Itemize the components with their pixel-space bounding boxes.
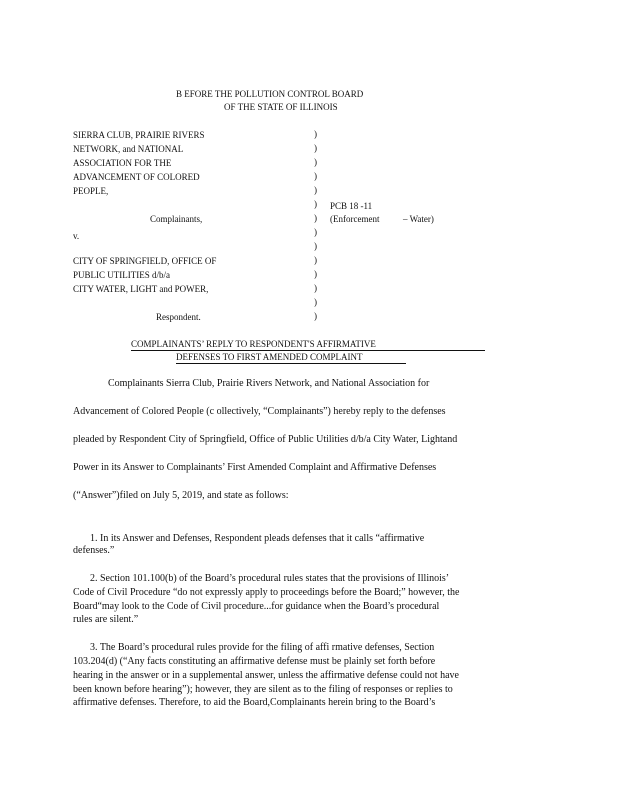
para2-line-3: Board“may look to the Code of Civil procedure...for guidance when the Board’s procedural [73,601,440,612]
case-number: PCB 18 -11 [330,201,373,211]
para3-line-2: 103.204(d) (“Any facts constituting an affirmative defense must be plainly set forth before [73,656,436,667]
document-title-line1: COMPLAINANTS’ REPLY TO RESPONDENT'S AFFIRMATIVE [131,339,376,349]
caption-paren: ) [314,283,317,293]
respondent-line-3: CITY WATER, LIGHT and POWER, [73,284,209,294]
caption-paren: ) [314,255,317,265]
para2-line-4: rules are silent.” [73,614,139,625]
para3-line-1: 3. The Board’s procedural rules provide for the filing of affi rmative defenses, Section [90,642,435,653]
document-title-line2: DEFENSES TO FIRST AMENDED COMPLAINT [176,352,363,362]
complainant-line-1: SIERRA CLUB, PRAIRIE RIVERS [73,130,205,140]
caption-paren: ) [314,129,317,139]
case-type-b: – Water) [403,214,434,224]
complainants-role: Complainants, [150,214,203,224]
para1-line-2: defenses.” [73,545,115,556]
caption-paren: ) [314,171,317,181]
complainant-line-2: NETWORK, and NATIONAL [73,144,184,154]
para2-line-1: 2. Section 101.100(b) of the Board’s procedural rules states that the provisions of Illinois’ [90,573,450,584]
title-underline-2 [176,363,406,364]
intro-line-1: Complainants Sierra Club, Prairie Rivers Network, and National Association for [108,378,430,389]
caption-paren: ) [314,241,317,251]
caption-paren: ) [314,199,317,209]
caption-paren: ) [314,213,317,223]
caption-paren: ) [314,157,317,167]
respondent-line-1: CITY OF SPRINGFIELD, OFFICE OF [73,256,217,266]
para3-line-4: been known before hearing”); however, they are silent as to the filing of responses or replies to [73,684,453,695]
intro-line-2: Advancement of Colored People (c ollectively, “Complainants”) hereby reply to the defenses [73,406,446,417]
respondent-line-2: PUBLIC UTILITIES d/b/a [73,270,170,280]
case-type-a: (Enforcement [330,214,380,224]
complainant-line-5: PEOPLE, [73,186,109,196]
intro-line-3: pleaded by Respondent City of Springfield, Office of Public Utilities d/b/a City Water, Lightand [73,434,458,445]
para3-line-5: affirmative defenses. Therefore, to aid the Board,Complainants herein bring to the Board’s [73,697,436,708]
court-heading-line2: OF THE STATE OF ILLINOIS [224,102,338,112]
versus: v. [73,231,80,241]
caption-paren: ) [314,269,317,279]
para1-line-1: 1. In its Answer and Defenses, Respondent pleads defenses that it calls “affirmative [90,533,425,544]
caption-paren: ) [314,185,317,195]
respondent-role: Respondent. [156,312,201,322]
complainant-line-3: ASSOCIATION FOR THE [73,158,172,168]
court-heading-line1: B EFORE THE POLLUTION CONTROL BOARD [176,89,364,99]
para2-line-2: Code of Civil Procedure “do not expressly apply to proceedings before the Board;” however, the [73,587,460,598]
caption-paren: ) [314,297,317,307]
caption-parenthesis-column [314,127,322,323]
complainant-line-4: ADVANCEMENT OF COLORED [73,172,200,182]
para3-line-3: hearing in the answer or in a supplemental answer, unless the affirmative defense could not have [73,670,459,681]
title-underline-1 [131,350,485,351]
caption-paren: ) [314,143,317,153]
caption-paren: ) [314,311,317,321]
caption-paren: ) [314,227,317,237]
intro-line-5: (“Answer”)filed on July 5, 2019, and state as follows: [73,490,289,501]
intro-line-4: Power in its Answer to Complainants’ First Amended Complaint and Affirmative Defenses [73,462,437,473]
